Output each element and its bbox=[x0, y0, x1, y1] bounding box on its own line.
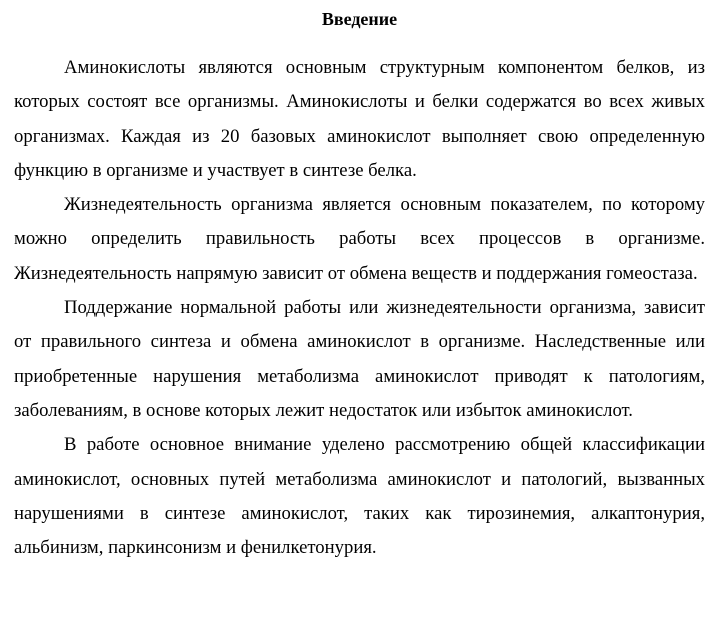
document-title: Введение bbox=[321, 9, 398, 29]
paragraph-vital-activity: Жизнедеятельность организма является основным показателем, по которому можно определить правильность работы всех процессов в организме. Жизнедеятельность напрямую зависит от обмена веществ и поддержания гомеостаза. bbox=[14, 194, 705, 284]
paragraph-metabolism: Поддержание нормальной работы или жизнедеятельности организма, зависит от правильного синтеза и обмена аминокислот в организме. Наследственные или приобретенные нарушения метаболизма аминокислот приводят к патологиям, заболеваниям, в основе которых лежит недостаток или избыток аминокислот. bbox=[14, 297, 705, 421]
paragraph-intro: Аминокислоты являются основным структурным компонентом белков, из которых состоят все организмы. Аминокислоты и белки содержатся во всех живых организмах. Каждая из 20 базовых аминокислот выполняет свою определенную функцию в организме и участвует в синтезе белка. bbox=[14, 57, 705, 181]
paragraph-scope: В работе основное внимание уделено рассмотрению общей классификации аминокислот, основных путей метаболизма аминокислот и патологий, вызванных нарушениями в синтезе аминокислот, таких как тирозинемия, алкаптонурия, альбинизм, паркинсонизм и фенилкетонурия. bbox=[14, 434, 705, 559]
